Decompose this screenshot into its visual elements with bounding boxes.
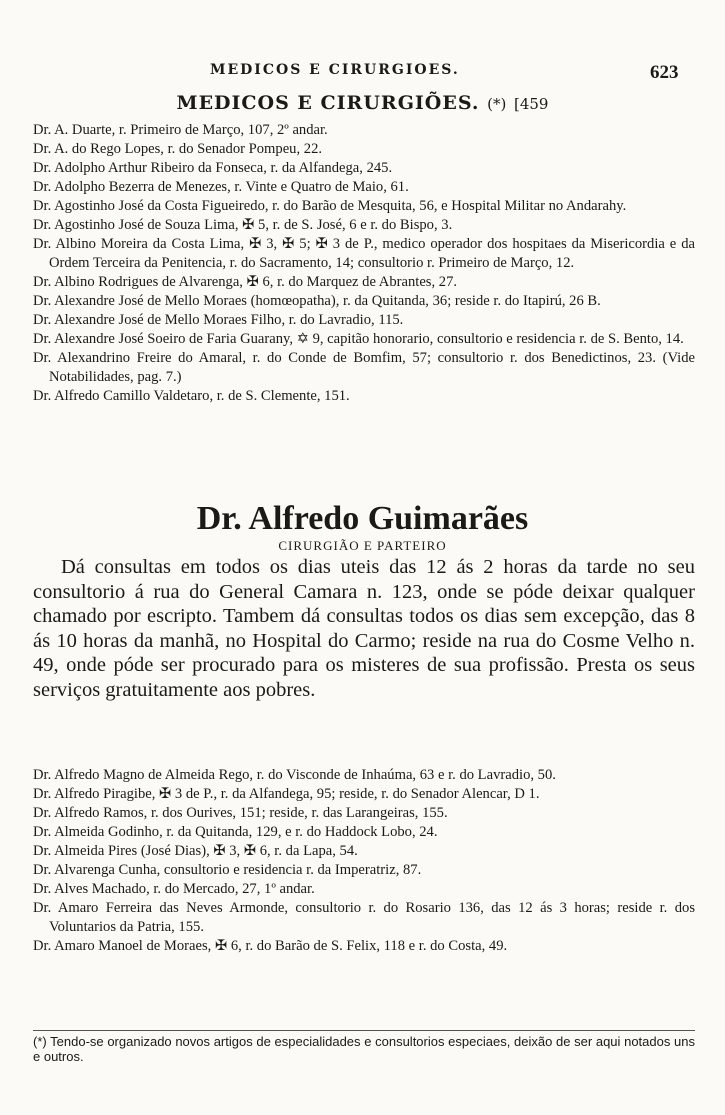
list-item: Dr. Agostinho José de Souza Lima, ✠ 5, r. de S. José, 6 e r. do Bispo, 3. — [33, 217, 453, 233]
list-item: Dr. Albino Moreira da Costa Lima, ✠ 3, ✠ 5; ✠ 3 de P., medico operador dos hospitaes da Misericordia e da Ordem Terceira da Penitencia, r. do Sacramento, 14; consultorio r. Primeiro de Março, 12. — [33, 236, 695, 271]
list-item: Dr. Alexandre José Soeiro de Faria Guarany, ✡ 9, capitão honorario, consultorio e residencia r. de S. Bento, 14. — [33, 331, 684, 347]
list-item: Dr. Alfredo Magno de Almeida Rego, r. do Visconde de Inhaúma, 63 e r. do Lavradio, 50. — [33, 767, 556, 783]
list-item: Dr. Alexandrino Freire do Amaral, r. do Conde de Bomfim, 57; consultorio r. dos Benedictinos, 23. (Vide Notabilidades, pag. 7.) — [33, 350, 695, 385]
list-item: Dr. Agostinho José da Costa Figueiredo, r. do Barão de Mesquita, 56, e Hospital Militar no Andarahy. — [33, 198, 627, 214]
list-item: Dr. Alfredo Camillo Valdetaro, r. de S. Clemente, 151. — [33, 388, 350, 404]
list-item: Dr. Alexandre José de Mello Moraes (homœopatha), r. da Quitanda, 36; reside r. do Itapirú, 26 B. — [33, 293, 601, 309]
list-item: Dr. Almeida Pires (José Dias), ✠ 3, ✠ 6, r. da Lapa, 54. — [33, 843, 358, 859]
list-item: Dr. Albino Rodrigues de Alvarenga, ✠ 6, r. do Marquez de Abrantes, 27. — [33, 274, 458, 290]
section-title-text: MEDICOS E CIRURGIÕES. — [176, 92, 480, 114]
entry-list-after-ad — [33, 766, 695, 956]
list-item: Dr. A. Duarte, r. Primeiro de Março, 107, 2º andar. — [33, 122, 328, 138]
advertisement-body: Dá consultas em todos os dias uteis das 12 ás 2 horas da tarde no seu consultorio á rua do General Camara n. 123, onde se póde deixar qualquer chamado por escripto. Tambem dá consultas todos os dias sem excepção, das 8 ás 10 horas da manhã, no Hospital do Carmo; reside na rua do Cosme Velho n. 49, onde póde ser procurado para os misteres de sua profissão. Presta os seus serviços gratuitamente aos pobres. — [33, 556, 695, 701]
footnote-mark: (*) — [33, 1034, 47, 1049]
running-header — [0, 60, 725, 82]
list-item: Dr. Alves Machado, r. do Mercado, 27, 1º andar. — [33, 881, 315, 897]
section-title — [0, 92, 725, 114]
list-item: Dr. Alexandre José de Mello Moraes Filho, r. do Lavradio, 115. — [33, 312, 404, 328]
list-item: Dr. Almeida Godinho, r. da Quitanda, 129, e r. do Haddock Lobo, 24. — [33, 824, 438, 840]
list-item: Dr. Amaro Manoel de Moraes, ✠ 6, r. do Barão de S. Felix, 118 e r. do Costa, 49. — [33, 938, 508, 954]
list-item: Dr. Adolpho Arthur Ribeiro da Fonseca, r. da Alfandega, 245. — [33, 160, 393, 176]
section-footnote-mark: (*) — [487, 95, 507, 113]
entry-list-before-ad — [33, 121, 695, 406]
advertisement-subtitle: CIRURGIÃO E PARTEIRO — [278, 538, 447, 553]
page-number: 623 — [650, 62, 679, 83]
advertisement-name: Dr. Alfredo Guimarães — [196, 500, 529, 537]
running-title: MEDICOS E CIRURGIOES. — [210, 62, 460, 78]
list-item: Dr. Amaro Ferreira das Neves Armonde, consultorio r. do Rosario 136, das 12 ás 3 horas; reside r. dos Voluntarios da Patria, 155. — [33, 900, 695, 935]
list-item: Dr. Adolpho Bezerra de Menezes, r. Vinte e Quatro de Maio, 61. — [33, 179, 409, 195]
section-bracket-note: [459 — [513, 95, 549, 113]
list-item: Dr. Alfredo Ramos, r. dos Ourives, 151; reside, r. das Larangeiras, 155. — [33, 805, 448, 821]
list-item: Dr. Alvarenga Cunha, consultorio e residencia r. da Imperatriz, 87. — [33, 862, 422, 878]
footnote-text: Tendo-se organizado novos artigos de especialidades e consultorios especiaes, deixão de ser aqui notados uns e outros. — [33, 1034, 695, 1064]
list-item: Dr. Alfredo Piragibe, ✠ 3 de P., r. da Alfandega, 95; reside, r. do Senador Alencar, D 1. — [33, 786, 540, 802]
footnote — [33, 1034, 695, 1064]
footnote-divider — [33, 1030, 695, 1031]
list-item: Dr. A. do Rego Lopes, r. do Senador Pompeu, 22. — [33, 141, 323, 157]
